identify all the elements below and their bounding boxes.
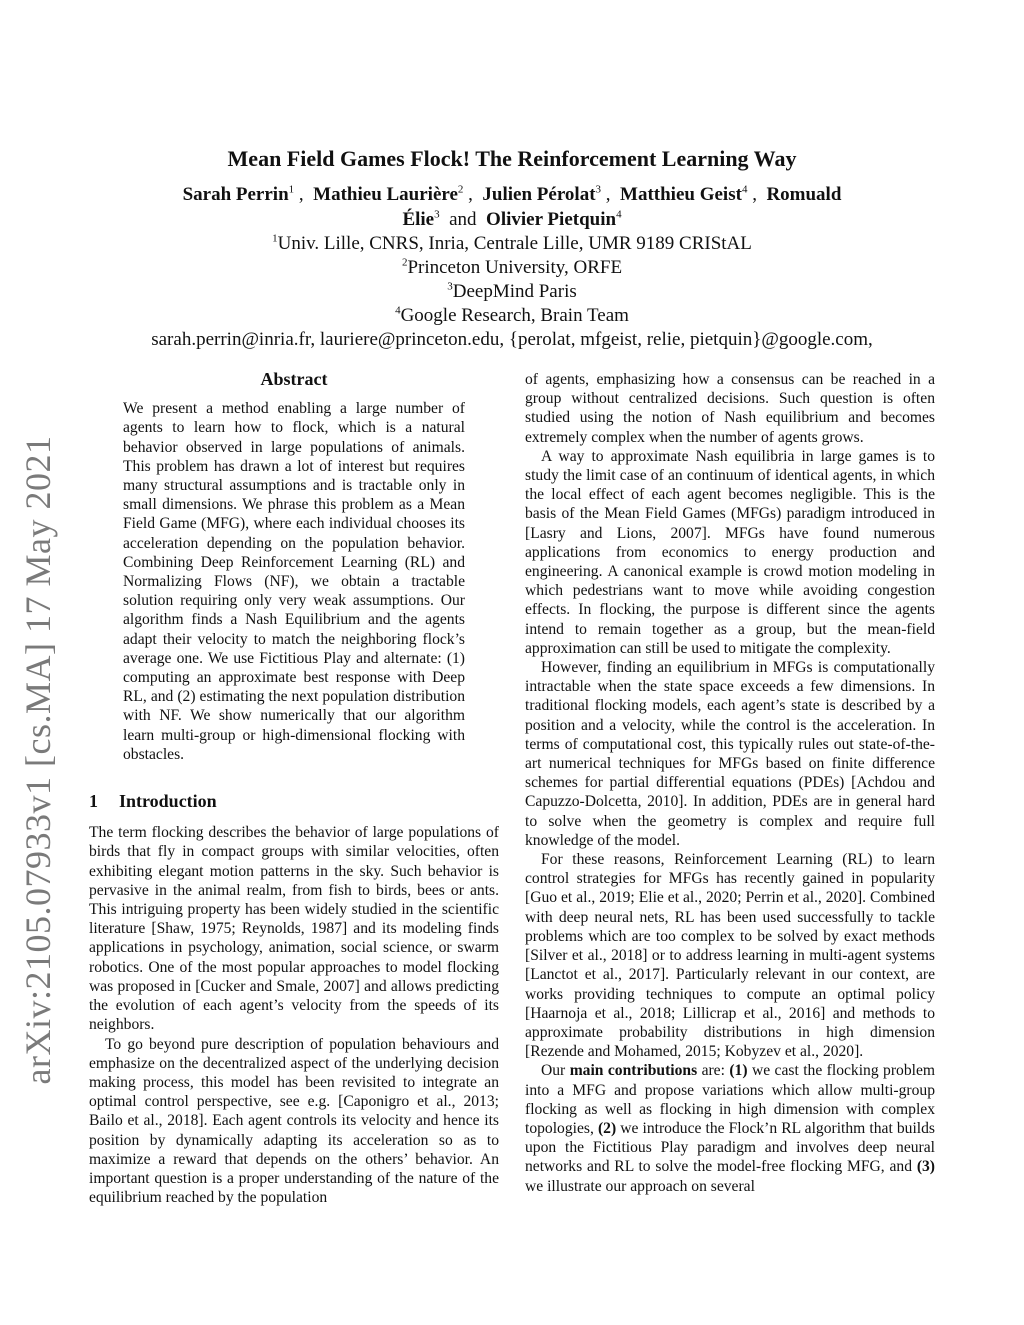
arxiv-identifier-text: arXiv:2105.07933v1 [cs.MA] 17 May 2021 — [18, 435, 58, 1085]
left-column — [89, 370, 499, 1207]
author-affiliation-mark: 3 — [434, 208, 440, 221]
contribution-marker: (3) — [916, 1158, 935, 1176]
paper-title: Mean Field Games Flock! The Reinforcement Learning Way — [227, 146, 797, 171]
abstract-text: We present a method enabling a large number of agents to learn how to flock, which is a natural behavior observed in large populations of animals. This problem has drawn a lot of interest but requires many structural assumptions and is tractable only in small dimensions. We phrase this problem as a Mean Field Game (MFG), where each individual chooses its acceleration depending on the population behavior. Combining Deep Reinforcement Learning (RL) and Normalizing Flows (NF), we obtain a tractable solution requiring only very weak assumptions. Our algorithm finds a Nash Equilibrium and the agents adapt their velocity to match the neighboring flock’s average one. We use Fictitious Play and alternate: (1) computing an approximate best response with Deep RL, and (2) estimating the next population distribution with NF. We show numerically that our algorithm learn multi-group or high-dimensional flocking with obstacles. — [123, 400, 465, 763]
abstract-heading: Abstract — [260, 369, 328, 389]
affiliation-mark: 3 — [447, 280, 453, 293]
author-emails: sarah.perrin@inria.fr, lauriere@princeton.edu, {perolat, mfgeist, relie, pietquin}@google.com, — [151, 329, 873, 350]
intro-paragraph: To go beyond pure description of population behaviours and emphasize on the decentralized aspect of the underlying decision making process, this model has been revisited to integrate an optimal control perspective, see e.g. [Caponigro et al., 2013; Bailo et al., 2018]. Each agent controls its velocity and hence its position by dynamically adapting its acceleration so as to maximize a reward that depends on the others’ behavior. An important question is a proper understanding of the nature of the equilibrium reached by the population — [89, 1035, 499, 1207]
author-affiliation-mark: 4 — [616, 208, 622, 221]
affiliation-text: Princeton University, ORFE — [407, 257, 623, 278]
author-name: Sarah Perrin — [182, 184, 289, 205]
affiliation — [100, 232, 924, 256]
author-name: Matthieu Geist — [620, 184, 742, 205]
affiliation-text: Univ. Lille, CNRS, Inria, Centrale Lille, UMR 9189 CRIStAL — [277, 233, 752, 254]
affiliation — [100, 256, 924, 280]
intro-paragraph: The term flocking describes the behavior of large populations of birds that fly in compact groups with similar velocities, often exhibiting elegant motion patterns in the sky. Such behavior is pervasive in the animal realm, from fish to birds, bees or ants. This intriguing property has been widely studied in the scientific literature [Shaw, 1975; Reynolds, 1987] and its modeling finds applications in psychology, animation, social science, or swarm robotics. One of the most popular approaches to model flocking was proposed in [Cucker and Smale, 2007] and allows predicting the evolution of each agent’s velocity from the speeds of its neighbors. — [89, 824, 499, 1034]
body-paragraph: of agents, emphasizing how a consensus can be reached in a group without centralized decisions. Such question is often studied using the notion of Nash equilibrium and becomes extremely complex when the number of agents grows. — [525, 371, 935, 446]
author-list: Sarah Perrin$^1$ , Mathieu Laurière$^2$ , Julien Pérolat$^3$ , Matthieu Geist$^4$ , Romuald Élie$^3$ and Olivier Pietquin$^4$ — [182, 183, 842, 230]
contributions-emphasis: main contributions — [569, 1062, 698, 1080]
author-conjunction: and — [449, 209, 477, 230]
affiliation-mark: 4 — [395, 304, 401, 317]
affiliation — [100, 304, 924, 328]
section-title: Introduction — [119, 791, 217, 812]
affiliation-text: DeepMind Paris — [452, 281, 577, 302]
body-paragraph: A way to approximate Nash equilibria in large games is to study the limit case of an continuum of identical agents, in which the local effect of each agent becomes negligible. This is the basis of the Mean Field Games (MFGs) paradigm introduced in [Lasry and Lions, 2007]. MFGs have found numerous applications from economics to energy production and engineering. A canonical example is crowd motion modeling in which pedestrians want to move while avoiding congestion effects. In flocking, the purpose is different since the agents intend to remain together as a group, but the mean-field approximation can still be used to mitigate the complexity. — [525, 447, 935, 657]
contributions-text: we illustrate our approach on several — [525, 1177, 755, 1195]
affiliation-text: Google Research, Brain Team — [400, 305, 629, 326]
contributions-paragraph — [525, 1061, 935, 1195]
affiliation — [100, 280, 924, 304]
body-paragraph: However, finding an equilibrium in MFGs is computationally intractable when the state space exceeds a few dimensions. In traditional flocking models, each agent’s state is described by a position and a velocity, while the control is the acceleration. In terms of computational cost, this typically rules out state-of-the-art numerical techniques for MFGs based on finite difference schemes for partial differential equations (PDEs) [Achdou and Capuzzo-Dolcetta, 2010]. In addition, PDEs are in general hard to solve when the geometry is complex and require full knowledge of the model. — [525, 659, 935, 849]
contributions-text: we introduce the Flock’n RL algorithm that builds upon the Fictitious Play paradigm and involves deep neural networks and RL to solve the model-free flocking MFG, and — [525, 1119, 935, 1176]
affiliation-mark: 2 — [401, 256, 408, 269]
contributions-text: we cast the flocking problem into a MFG and propose variations which allow multi-group flocking as well as flocking in high dimension with complex topologies, — [525, 1062, 936, 1137]
body-paragraph: For these reasons, Reinforcement Learning (RL) to learn control strategies for MFGs has recently gained in popularity [Guo et al., 2019; Elie et al., 2020; Perrin et al., 2020]. Combined with deep neural nets, RL has been used successfully to tackle problems which are too complex to be solved by exact methods [Silver et al., 2018] or to address learning in multi-agent systems [Lanctot et al., 2017]. Particularly relevant in our context, are works providing techniques to compute an optimal policy [Haarnoja et al., 2018; Lillicrap et al., 2016] and methods to approximate probability distributions in high dimension [Rezende and Mohamed, 2015; Kobyzev et al., 2020]. — [525, 851, 935, 1061]
contribution-marker: (1) — [729, 1062, 748, 1080]
contributions-text: are: — [701, 1062, 725, 1080]
contributions-lead: Our — [541, 1062, 566, 1080]
section-number: 1 — [89, 791, 98, 812]
author-name: Romuald — [766, 184, 842, 205]
section-heading-introduction — [89, 792, 499, 811]
author-name: Olivier Pietquin — [486, 209, 617, 230]
right-column — [525, 370, 935, 1196]
author-affiliation-mark: 4 — [741, 183, 748, 196]
affiliation-mark: 1 — [272, 232, 278, 245]
paper-header — [100, 146, 924, 352]
author-name: Julien Pérolat — [482, 184, 596, 205]
contribution-marker: (2) — [597, 1119, 617, 1137]
author-affiliation-mark: 3 — [595, 183, 602, 196]
author-affiliation-mark: 1 — [288, 183, 295, 196]
author-affiliation-mark: 2 — [457, 183, 464, 196]
author-name: Mathieu Laurière — [313, 184, 458, 205]
author-name: Élie — [402, 209, 435, 230]
